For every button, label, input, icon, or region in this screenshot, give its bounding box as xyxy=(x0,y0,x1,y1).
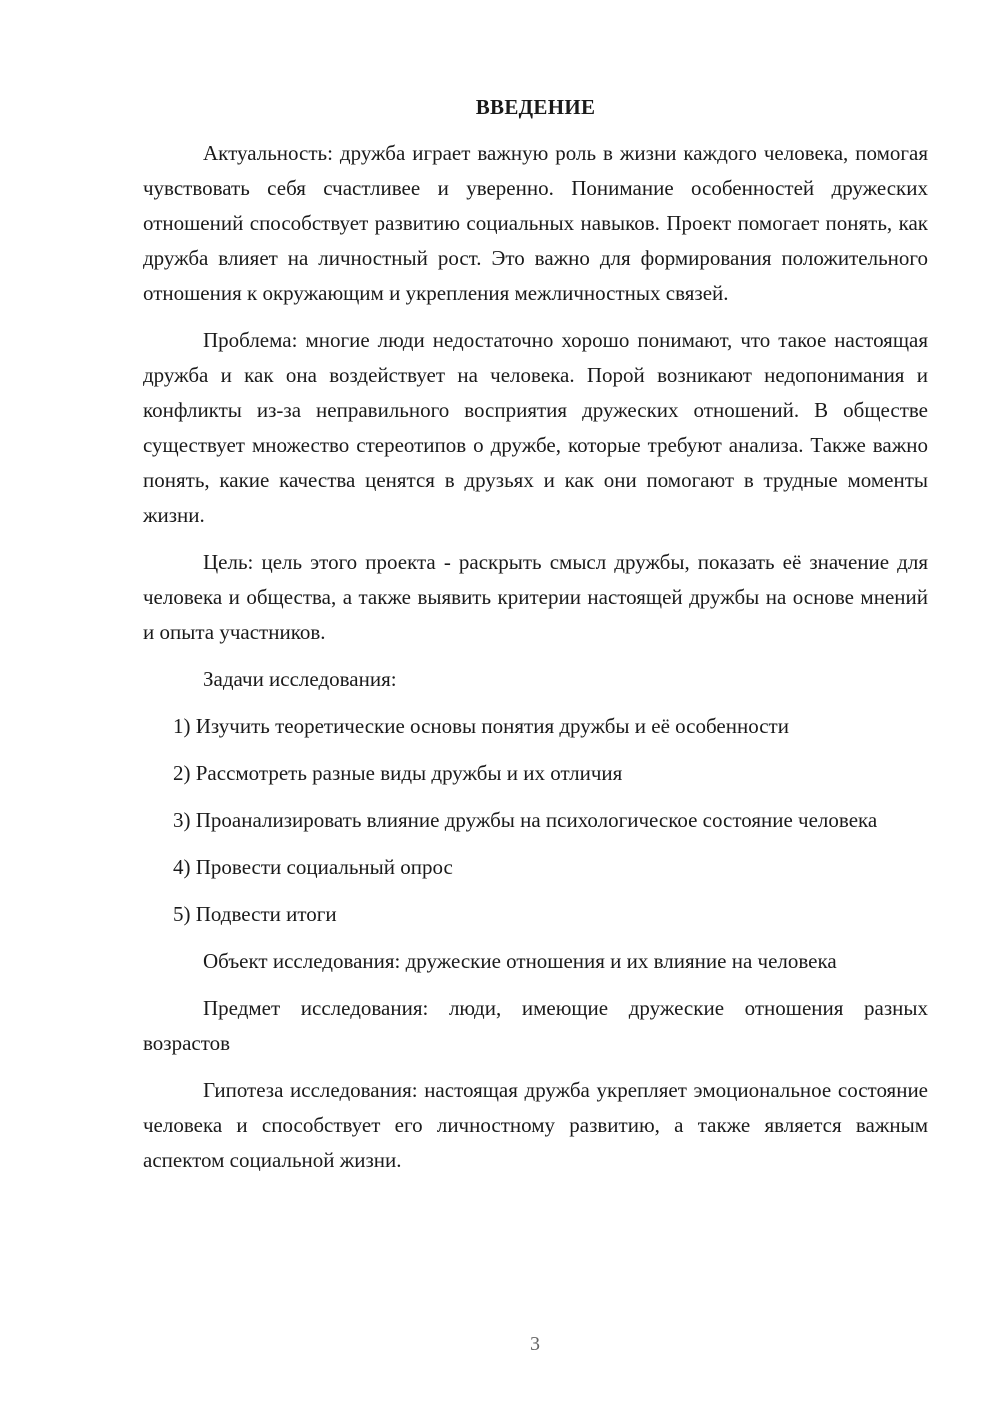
document-body xyxy=(143,95,928,1178)
page-title: ВВЕДЕНИЕ xyxy=(475,95,596,119)
task-item-3: 3) Проанализировать влияние дружбы на психологическое состояние человека xyxy=(173,808,878,832)
paragraph-object: Объект исследования: дружеские отношения и их влияние на человека xyxy=(203,949,837,973)
paragraph-problem: Проблема: многие люди недостаточно хорошо понимают, что такое настоящая дружба и как она воздействует на человека. Порой возникают недопонимания и конфликты из-за неправильного восприятия дружеских отношений. В обществе существует множество стереотипов о дружбе, которые требуют анализа. Также важно понять, какие качества ценятся в друзьях и как они помогают в трудные моменты жизни. xyxy=(143,328,928,527)
task-item-4: 4) Провести социальный опрос xyxy=(173,855,453,879)
paragraph-hypothesis: Гипотеза исследования: настоящая дружба укрепляет эмоциональное состояние человека и способствует его личностному развитию, а также является важным аспектом социальной жизни. xyxy=(143,1078,928,1172)
paragraph-goal: Цель: цель этого проекта - раскрыть смысл дружбы, показать её значение для человека и общества, а также выявить критерии настоящей дружбы на основе мнений и опыта участников. xyxy=(143,550,928,644)
paragraph-relevance: Актуальность: дружба играет важную роль в жизни каждого человека, помогая чувствовать себя счастливее и уверенно. Понимание особенностей дружеских отношений способствует развитию социальных навыков. Проект помогает понять, как дружба влияет на личностный рост. Это важно для формирования положительного отношения к окружающим и укрепления межличностных связей. xyxy=(143,141,928,305)
page-number: 3 xyxy=(530,1333,540,1355)
paragraph-subject: Предмет исследования: люди, имеющие дружеские отношения разных возрастов xyxy=(143,996,928,1055)
paragraph-tasks-heading: Задачи исследования: xyxy=(203,667,397,691)
task-item-2: 2) Рассмотреть разные виды дружбы и их отличия xyxy=(173,761,623,785)
task-item-5: 5) Подвести итоги xyxy=(173,902,337,926)
task-item-1: 1) Изучить теоретические основы понятия дружбы и её особенности xyxy=(173,714,789,738)
